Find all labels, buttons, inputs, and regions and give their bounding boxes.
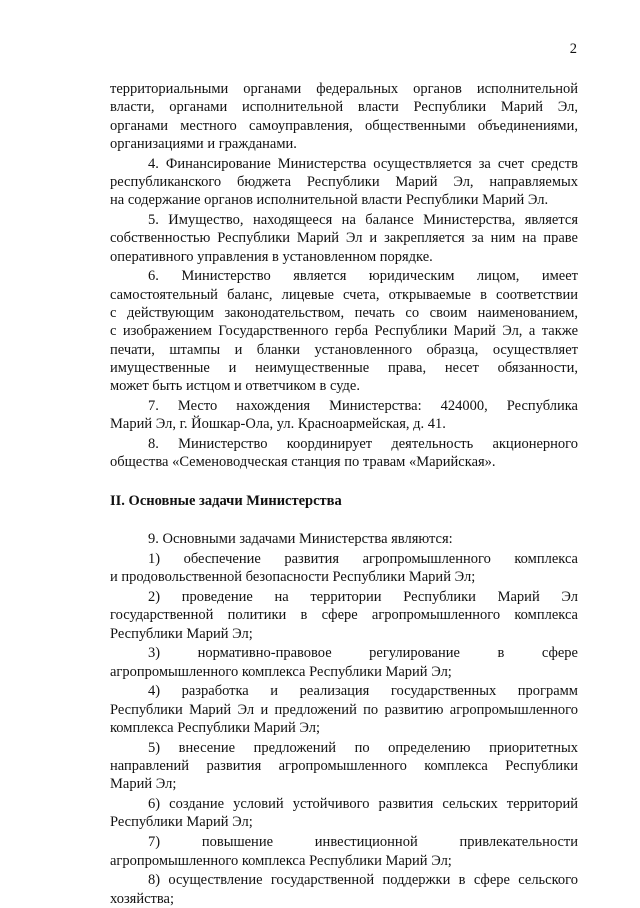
text-line: общества «Семеноводческая станция по травам «Марийская». — [110, 454, 496, 471]
text-line: 2) проведение на территории Республики Марий Эл — [148, 588, 578, 605]
text-line: 8) осуществление государственной поддержки в сфере сельского — [148, 872, 578, 889]
paragraph — [110, 80, 578, 153]
text-line: комплекса Республики Марий Эл; — [110, 720, 320, 736]
paragraph — [110, 588, 578, 643]
paragraph — [110, 795, 578, 832]
paragraphs-before-heading — [110, 80, 578, 472]
text-line: 4) разработка и реализация государственных программ — [148, 683, 578, 700]
text-line: агропромышленного комплекса Республики Марий Эл; — [110, 663, 452, 680]
text-line: Республики Марий Эл и предложений по развитию агропромышленного — [110, 701, 578, 718]
paragraph — [110, 871, 578, 908]
text-line: направлений развития агропромышленного комплекса Республики — [110, 758, 578, 775]
text-line: организациями и гражданами. — [110, 135, 297, 152]
text-line: печати, штампы и бланки установленного образца, осуществляет — [110, 341, 578, 358]
paragraph — [110, 550, 578, 587]
text-line: 1) обеспечение развития агропромышленного комплекса — [148, 550, 578, 567]
paragraph — [110, 682, 578, 737]
text-line: с изображением Государственного герба Республики Марий Эл, а также — [110, 323, 578, 340]
text-line: 5. Имущество, находящееся на балансе Министерства, является — [148, 212, 578, 229]
text-line: агропромышленного комплекса Республики Марий Эл; — [110, 852, 452, 869]
text-line: 7) повышение инвестиционной привлекательности — [148, 834, 578, 851]
text-line: собственностью Республики Марий Эл и закрепляется за ним на праве — [110, 230, 578, 247]
paragraph — [110, 644, 578, 681]
paragraph — [110, 435, 578, 472]
text-line: Республики Марий Эл; — [110, 814, 253, 831]
section-heading: II. Основные задачи Министерства — [110, 492, 342, 509]
text-line: 5) внесение предложений по определению приоритетных — [148, 739, 578, 756]
paragraphs-after-heading — [110, 530, 578, 908]
text-line: 4. Финансирование Министерства осуществляется за счет средств — [148, 155, 578, 172]
text-line: 6. Министерство является юридическим лицом, имеет — [148, 268, 578, 285]
text-line: Республики Марий Эл; — [110, 625, 253, 642]
paragraph — [110, 211, 578, 266]
text-line: с действующим законодательством, печать со своим наименованием, — [110, 305, 578, 322]
text-line: и продовольственной безопасности Республики Марий Эл; — [110, 569, 476, 586]
text-line: государственной политики в сфере агропромышленного комплекса — [110, 607, 578, 624]
paragraph — [110, 833, 578, 870]
paragraph — [110, 530, 578, 548]
text-line: власти, органами исполнительной власти Республики Марий Эл, — [110, 99, 578, 116]
text-line: хозяйства; — [110, 890, 174, 907]
text-line: 6) создание условий устойчивого развития сельских территорий — [148, 796, 578, 813]
text-line: имущественные и неимущественные права, несет обязанности, — [110, 359, 578, 376]
document-body — [110, 80, 578, 908]
paragraph — [110, 155, 578, 210]
text-line: 8. Министерство координирует деятельность акционерного — [148, 436, 578, 453]
text-line: самостоятельный баланс, лицевые счета, открываемые в соответствии — [110, 286, 578, 303]
paragraph — [110, 397, 578, 434]
text-line: Марий Эл, г. Йошкар-Ола, ул. Красноармейская, д. 41. — [110, 416, 446, 433]
text-line: на содержание органов исполнительной власти Республики Марий Эл. — [110, 192, 549, 209]
text-line: органами местного самоуправления, общественными объединениями, — [110, 117, 578, 134]
text-line: 7. Место нахождения Министерства: 424000, Республика — [148, 398, 578, 415]
text-line: может быть истцом и ответчиком в суде. — [110, 378, 360, 395]
page-number: 2 — [569, 41, 577, 57]
paragraph — [110, 739, 578, 794]
text-line: 9. Основными задачами Министерства являются: — [148, 531, 453, 548]
text-line: 3) нормативно-правовое регулирование в сфере — [148, 645, 578, 662]
text-line: территориальными органами федеральных органов исполнительной — [110, 81, 578, 97]
text-line: республиканского бюджета Республики Марий Эл, направляемых — [110, 173, 578, 190]
text-line: Марий Эл; — [110, 776, 177, 793]
text-line: оперативного управления в установленном порядке. — [110, 248, 433, 265]
paragraph — [110, 267, 578, 395]
